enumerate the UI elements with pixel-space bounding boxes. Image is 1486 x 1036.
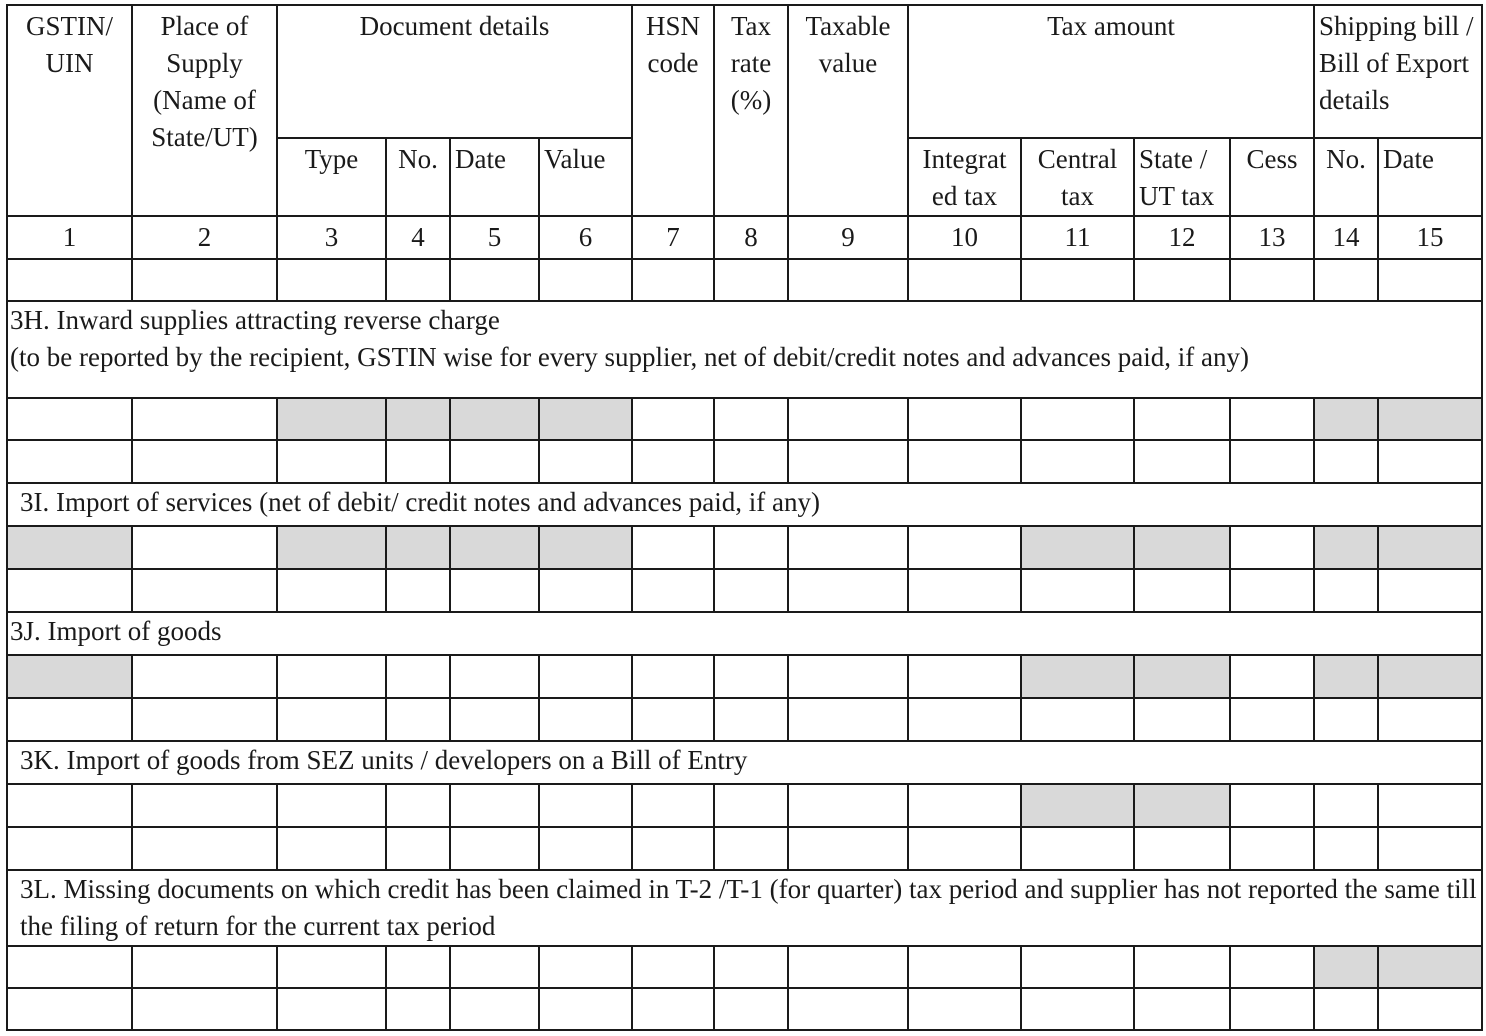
col-number: 13 — [1230, 216, 1314, 259]
input-cell[interactable] — [277, 569, 386, 612]
header-taxable-value: Taxable value — [788, 5, 908, 216]
input-cell[interactable] — [386, 259, 450, 301]
input-cell[interactable] — [714, 784, 788, 827]
input-cell[interactable] — [132, 259, 277, 301]
input-cell[interactable] — [132, 440, 277, 483]
disabled-cell — [1314, 946, 1378, 988]
disabled-cell — [277, 398, 386, 440]
input-cell[interactable] — [788, 784, 908, 827]
input-cell[interactable] — [1134, 988, 1230, 1030]
column-number-row — [7, 216, 1482, 259]
input-cell[interactable] — [1314, 988, 1378, 1030]
disabled-cell — [539, 526, 632, 569]
input-cell[interactable] — [1378, 827, 1482, 870]
input-cell[interactable] — [908, 784, 1021, 827]
input-cell[interactable] — [1021, 398, 1134, 440]
input-cell[interactable] — [7, 946, 132, 988]
col-number: 9 — [788, 216, 908, 259]
input-cell[interactable] — [132, 827, 277, 870]
disabled-cell — [539, 398, 632, 440]
input-cell[interactable] — [788, 655, 908, 698]
header-hsn-code: HSN code — [632, 5, 714, 216]
header-ship-date: Date — [1378, 138, 1482, 216]
table-row — [7, 946, 1482, 988]
input-cell[interactable] — [450, 698, 539, 741]
input-cell[interactable] — [1230, 526, 1314, 569]
header-doc-no: No. — [386, 138, 450, 216]
input-cell[interactable] — [7, 259, 132, 301]
input-cell[interactable] — [450, 440, 539, 483]
input-cell[interactable] — [277, 946, 386, 988]
disabled-cell — [1314, 398, 1378, 440]
input-cell[interactable] — [7, 698, 132, 741]
input-cell[interactable] — [632, 698, 714, 741]
input-cell[interactable] — [386, 569, 450, 612]
input-cell[interactable] — [1230, 698, 1314, 741]
col-number: 14 — [1314, 216, 1378, 259]
col-number: 4 — [386, 216, 450, 259]
input-cell[interactable] — [1134, 398, 1230, 440]
table-row — [7, 698, 1482, 741]
input-cell[interactable] — [277, 784, 386, 827]
input-cell[interactable] — [1314, 784, 1378, 827]
input-cell[interactable] — [632, 655, 714, 698]
input-cell[interactable] — [908, 569, 1021, 612]
input-cell[interactable] — [632, 259, 714, 301]
input-cell[interactable] — [1230, 784, 1314, 827]
input-cell[interactable] — [632, 569, 714, 612]
disabled-cell — [1021, 784, 1134, 827]
input-cell[interactable] — [1230, 569, 1314, 612]
input-cell[interactable] — [1314, 827, 1378, 870]
disabled-cell — [1378, 655, 1482, 698]
input-cell[interactable] — [450, 259, 539, 301]
input-cell[interactable] — [1021, 827, 1134, 870]
input-cell[interactable] — [1021, 698, 1134, 741]
input-cell[interactable] — [714, 569, 788, 612]
col-number: 2 — [132, 216, 277, 259]
section-3j-heading: 3J. Import of goods — [7, 612, 1482, 655]
input-cell[interactable] — [450, 784, 539, 827]
input-cell[interactable] — [132, 526, 277, 569]
input-cell[interactable] — [277, 259, 386, 301]
input-cell[interactable] — [1378, 784, 1482, 827]
col-number: 7 — [632, 216, 714, 259]
table-row — [7, 988, 1482, 1030]
input-cell[interactable] — [539, 784, 632, 827]
input-cell[interactable] — [714, 946, 788, 988]
disabled-cell — [277, 526, 386, 569]
input-cell[interactable] — [7, 398, 132, 440]
col-number: 12 — [1134, 216, 1230, 259]
col-number: 5 — [450, 216, 539, 259]
input-cell[interactable] — [1134, 946, 1230, 988]
input-cell[interactable] — [277, 655, 386, 698]
input-cell[interactable] — [1021, 259, 1134, 301]
input-cell[interactable] — [1134, 440, 1230, 483]
input-cell[interactable] — [539, 655, 632, 698]
input-cell[interactable] — [450, 988, 539, 1030]
disabled-cell — [386, 398, 450, 440]
input-cell[interactable] — [386, 827, 450, 870]
input-cell[interactable] — [1230, 398, 1314, 440]
input-cell[interactable] — [539, 440, 632, 483]
header-tax-amount: Tax amount — [908, 5, 1314, 138]
input-cell[interactable] — [1314, 569, 1378, 612]
input-cell[interactable] — [908, 259, 1021, 301]
input-cell[interactable] — [7, 784, 132, 827]
table-row — [7, 569, 1482, 612]
input-cell[interactable] — [277, 698, 386, 741]
section-3h-title: 3H. Inward supplies attracting reverse charge — [10, 305, 500, 335]
input-cell[interactable] — [277, 440, 386, 483]
input-cell[interactable] — [386, 784, 450, 827]
header-doc-type: Type — [277, 138, 386, 216]
disabled-cell — [1378, 946, 1482, 988]
input-cell[interactable] — [714, 440, 788, 483]
input-cell[interactable] — [788, 988, 908, 1030]
input-cell[interactable] — [1378, 259, 1482, 301]
input-cell[interactable] — [714, 398, 788, 440]
input-cell[interactable] — [132, 655, 277, 698]
input-cell[interactable] — [277, 827, 386, 870]
input-cell[interactable] — [1314, 440, 1378, 483]
gst-form-table — [6, 4, 1483, 1031]
input-cell[interactable] — [1378, 698, 1482, 741]
input-cell[interactable] — [1021, 440, 1134, 483]
input-cell[interactable] — [908, 526, 1021, 569]
input-cell[interactable] — [1378, 440, 1482, 483]
col-number: 8 — [714, 216, 788, 259]
table-row — [7, 827, 1482, 870]
input-cell[interactable] — [132, 784, 277, 827]
input-cell[interactable] — [1230, 946, 1314, 988]
header-doc-value: Value — [539, 138, 632, 216]
input-cell[interactable] — [788, 398, 908, 440]
table-row — [7, 784, 1482, 827]
disabled-cell — [1021, 526, 1134, 569]
input-cell[interactable] — [714, 988, 788, 1030]
table-row — [7, 526, 1482, 569]
input-cell[interactable] — [1134, 259, 1230, 301]
input-cell[interactable] — [788, 259, 908, 301]
header-state-ut-tax: State / UT tax — [1134, 138, 1230, 216]
input-cell[interactable] — [7, 988, 132, 1030]
input-cell[interactable] — [132, 988, 277, 1030]
input-cell[interactable] — [386, 655, 450, 698]
disabled-cell — [1378, 398, 1482, 440]
input-cell[interactable] — [632, 946, 714, 988]
input-cell[interactable] — [450, 569, 539, 612]
disabled-cell — [1134, 655, 1230, 698]
header-ship-no: No. — [1314, 138, 1378, 216]
input-cell[interactable] — [788, 526, 908, 569]
input-cell[interactable] — [714, 259, 788, 301]
input-cell[interactable] — [386, 946, 450, 988]
input-cell[interactable] — [132, 946, 277, 988]
table-row — [7, 440, 1482, 483]
input-cell[interactable] — [788, 569, 908, 612]
input-cell[interactable] — [1230, 259, 1314, 301]
input-cell[interactable] — [1378, 988, 1482, 1030]
disabled-cell — [1314, 655, 1378, 698]
input-cell[interactable] — [7, 827, 132, 870]
col-number: 11 — [1021, 216, 1134, 259]
input-cell[interactable] — [632, 526, 714, 569]
disabled-cell — [1021, 655, 1134, 698]
input-cell[interactable] — [908, 988, 1021, 1030]
section-3h-subtitle: (to be reported by the recipient, GSTIN wise for every supplier, net of debit/credit notes and advances paid, if any) — [10, 342, 1249, 372]
input-cell[interactable] — [132, 698, 277, 741]
input-cell[interactable] — [714, 827, 788, 870]
disabled-cell — [450, 526, 539, 569]
input-cell[interactable] — [1134, 569, 1230, 612]
disabled-cell — [1378, 526, 1482, 569]
input-cell[interactable] — [386, 440, 450, 483]
header-tax-rate: Tax rate (%) — [714, 5, 788, 216]
input-cell[interactable] — [908, 827, 1021, 870]
input-cell[interactable] — [788, 946, 908, 988]
input-cell[interactable] — [632, 988, 714, 1030]
disabled-cell — [450, 398, 539, 440]
input-cell[interactable] — [1021, 569, 1134, 612]
section-3h-heading — [7, 301, 1482, 398]
table-row — [7, 259, 1482, 301]
header-doc-date: Date — [450, 138, 539, 216]
input-cell[interactable] — [539, 569, 632, 612]
input-cell[interactable] — [450, 946, 539, 988]
input-cell[interactable] — [1230, 655, 1314, 698]
header-integrated-tax: Integrat ed tax — [908, 138, 1021, 216]
input-cell[interactable] — [908, 655, 1021, 698]
input-cell[interactable] — [1021, 988, 1134, 1030]
disabled-cell — [7, 526, 132, 569]
input-cell[interactable] — [539, 827, 632, 870]
input-cell[interactable] — [1230, 988, 1314, 1030]
input-cell[interactable] — [788, 698, 908, 741]
input-cell[interactable] — [1230, 827, 1314, 870]
input-cell[interactable] — [1378, 569, 1482, 612]
col-number: 10 — [908, 216, 1021, 259]
input-cell[interactable] — [714, 526, 788, 569]
input-cell[interactable] — [1134, 827, 1230, 870]
header-document-details: Document details — [277, 5, 632, 138]
header-place-of-supply: Place of Supply (Name of State/UT) — [132, 5, 277, 216]
col-number: 15 — [1378, 216, 1482, 259]
input-cell[interactable] — [450, 655, 539, 698]
disabled-cell — [1134, 784, 1230, 827]
section-3l-heading: 3L. Missing documents on which credit has been claimed in T-2 /T-1 (for quarter) tax period and supplier has not reported the same till the filing of return for the current tax period — [7, 870, 1482, 946]
input-cell[interactable] — [788, 827, 908, 870]
input-cell[interactable] — [132, 569, 277, 612]
input-cell[interactable] — [632, 827, 714, 870]
section-3i-heading: 3I. Import of services (net of debit/ credit notes and advances paid, if any) — [7, 483, 1482, 526]
input-cell[interactable] — [714, 655, 788, 698]
col-number: 6 — [539, 216, 632, 259]
input-cell[interactable] — [132, 398, 277, 440]
header-central-tax: Central tax — [1021, 138, 1134, 216]
header-shipping-bill: Shipping bill / Bill of Export details — [1314, 5, 1482, 138]
input-cell[interactable] — [1134, 698, 1230, 741]
table-row — [7, 398, 1482, 440]
input-cell[interactable] — [632, 440, 714, 483]
input-cell[interactable] — [386, 988, 450, 1030]
input-cell[interactable] — [1314, 259, 1378, 301]
input-cell[interactable] — [1314, 698, 1378, 741]
input-cell[interactable] — [539, 698, 632, 741]
disabled-cell — [1134, 526, 1230, 569]
input-cell[interactable] — [632, 398, 714, 440]
input-cell[interactable] — [1230, 440, 1314, 483]
table-row — [7, 655, 1482, 698]
disabled-cell — [1314, 526, 1378, 569]
input-cell[interactable] — [7, 569, 132, 612]
disabled-cell — [386, 526, 450, 569]
input-cell[interactable] — [788, 440, 908, 483]
col-number: 1 — [7, 216, 132, 259]
input-cell[interactable] — [539, 988, 632, 1030]
input-cell[interactable] — [7, 440, 132, 483]
section-3k-heading: 3K. Import of goods from SEZ units / developers on a Bill of Entry — [7, 741, 1482, 784]
input-cell[interactable] — [386, 698, 450, 741]
input-cell[interactable] — [908, 946, 1021, 988]
input-cell[interactable] — [277, 988, 386, 1030]
input-cell[interactable] — [539, 259, 632, 301]
input-cell[interactable] — [450, 827, 539, 870]
input-cell[interactable] — [908, 440, 1021, 483]
header-gstin: GSTIN/ UIN — [7, 5, 132, 216]
input-cell[interactable] — [908, 698, 1021, 741]
input-cell[interactable] — [632, 784, 714, 827]
disabled-cell — [7, 655, 132, 698]
header-cess: Cess — [1230, 138, 1314, 216]
col-number: 3 — [277, 216, 386, 259]
input-cell[interactable] — [539, 946, 632, 988]
input-cell[interactable] — [714, 698, 788, 741]
input-cell[interactable] — [1021, 946, 1134, 988]
input-cell[interactable] — [908, 398, 1021, 440]
